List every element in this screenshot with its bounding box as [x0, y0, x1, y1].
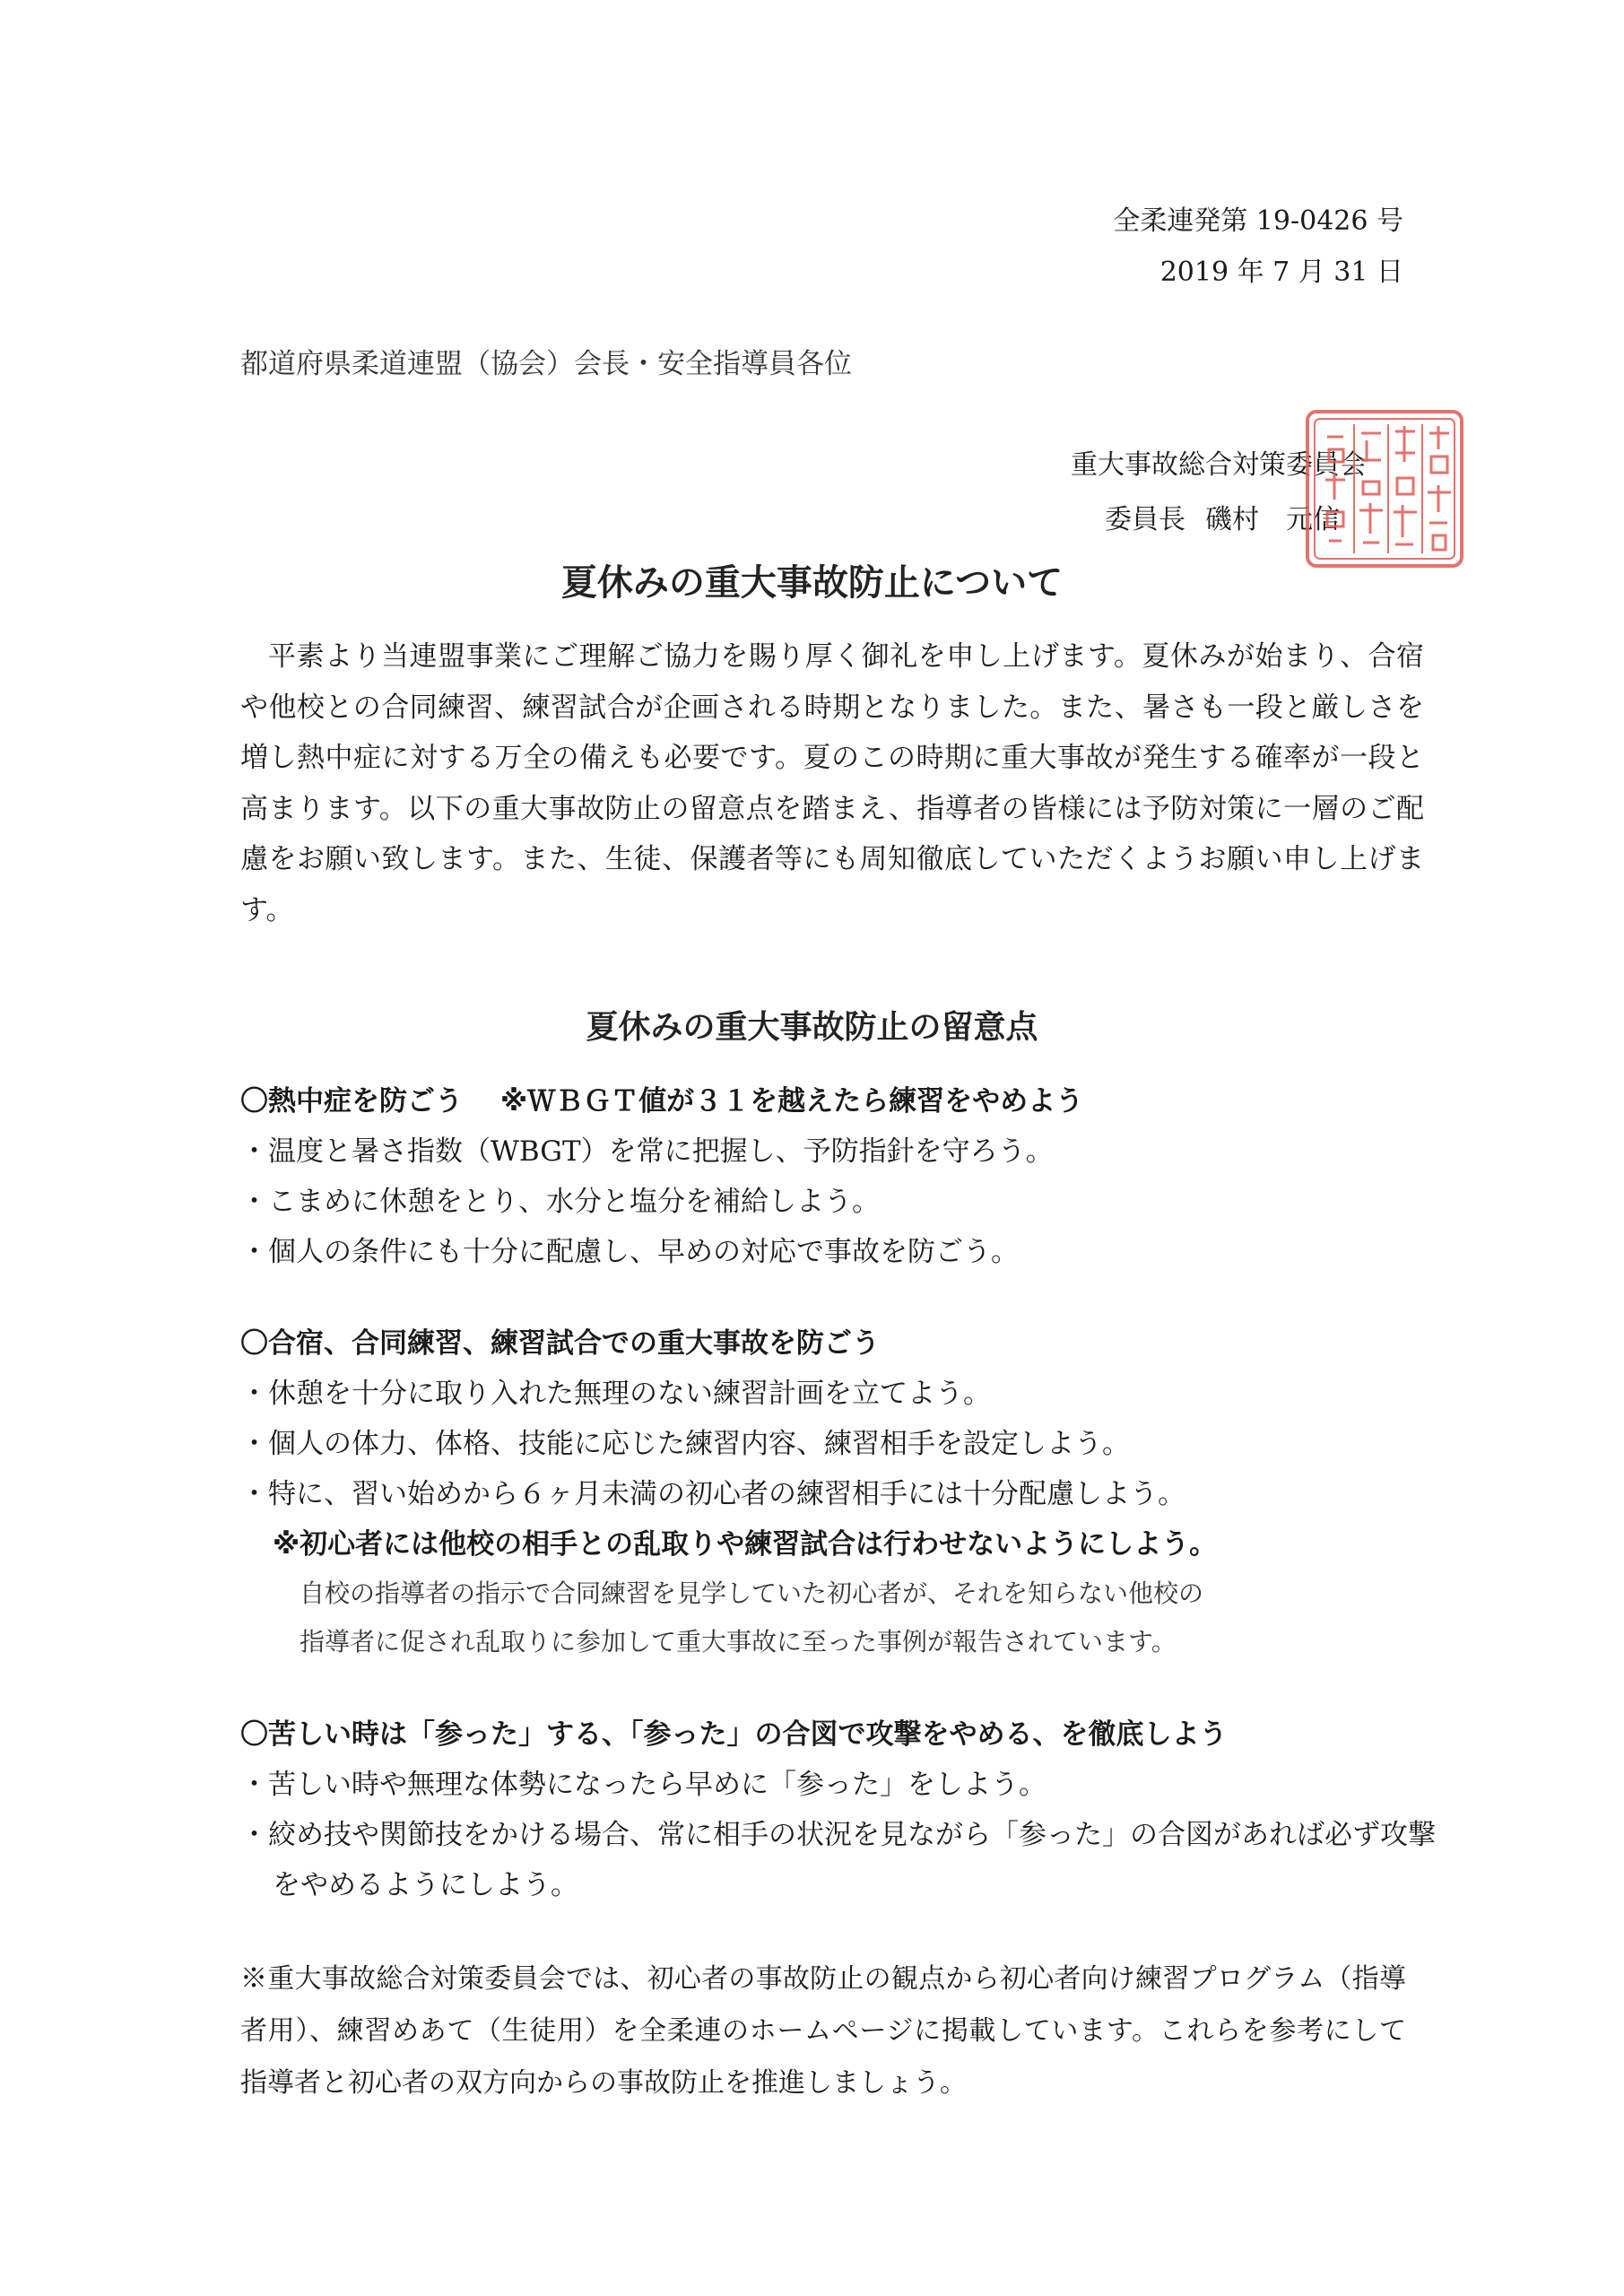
example-case-line: 自校の指導者の指示で合同練習を見学していた初心者が、それを知らない他校の	[300, 1578, 1204, 1608]
sender-title: 委員長	[1105, 504, 1185, 535]
doc-date: 2019 年 7 月 31 日	[1159, 257, 1403, 288]
list-item: ・個人の条件にも十分に配慮し、早めの対応で事故を防ごう。	[240, 1236, 1019, 1268]
list-item: ・こまめに休憩をとり、水分と塩分を補給しよう。	[240, 1186, 880, 1218]
document-title: 夏休みの重大事故防止について	[560, 562, 1064, 604]
intro-paragraph: 平素より当連盟事業にご理解ご協力を賜り厚く御礼を申し上げます。夏休みが始まり、合宿や他校との合同練習、練習試合が企画される時期となりました。また、暑さも一段と厳しさを増し熱中症に対する万全の備えも必要です。夏のこの時期に重大事故が発生する確率が一段と高まります。以下の重大事故防止の留意点を踏まえ、指導者の皆様には予防対策に一層のご配慮をお願い致します。また、生徒、保護者等にも周知徹底していただくようお願い申し上げます。	[240, 640, 1424, 926]
doc-number: 全柔連発第 19-0426 号	[1113, 205, 1403, 237]
example-case-line: 指導者に促され乱取りに参加して重大事故に至った事例が報告されています。	[300, 1627, 1177, 1657]
section-heading-text: 〇熱中症を防ごう	[240, 1085, 463, 1118]
document-reference	[1113, 196, 1403, 298]
wbgt-note: ※ＷＢＧＴ値が３１を越えたら練習をやめよう	[500, 1085, 1084, 1118]
official-seal-stamp	[1302, 406, 1467, 571]
list-item: ・絞め技や関節技をかける場合、常に相手の状況を見ながら「参った」の合図があれば必ず攻撃をやめるようにしよう。	[240, 1819, 1436, 1901]
points-title: 夏休みの重大事故防止の留意点	[586, 1009, 1038, 1046]
sender-committee: 重大事故総合対策委員会	[1071, 449, 1367, 481]
section-maitta	[240, 1709, 1442, 1910]
section-heading: 〇合宿、合同練習、練習試合での重大事故を防ごう	[240, 1327, 880, 1360]
section-heading	[240, 1076, 1442, 1126]
footer-note: ※重大事故総合対策委員会では、初心者の事故防止の観点から初心者向け練習プログラム（指導者用）、練習めあて（生徒用）を全柔連のホームページに掲載しています。これらを参考にして指導者と初心者の双方向からの事故防止を推進しましょう。	[240, 1963, 1406, 2099]
list-item: ・特に、習い始めから６ヶ月未満の初心者の練習相手には十分配慮しよう。	[240, 1478, 1185, 1510]
list-item: ・休憩を十分に取り入れた無理のない練習計画を立てよう。	[240, 1378, 991, 1410]
addressee: 都道府県柔道連盟（協会）会長・安全指導員各位	[240, 348, 852, 380]
section-joint-practice	[240, 1318, 1442, 1666]
beginner-warning: ※初心者には他校の相手との乱取りや練習試合は行わせないようにしよう。	[273, 1528, 1218, 1561]
list-item: ・苦しい時や無理な体勢になったら早めに「参った」をしよう。	[240, 1769, 1046, 1801]
list-item: ・個人の体力、体格、技能に応じた練習内容、練習相手を設定しよう。	[240, 1428, 1130, 1460]
sender-name: 磯村 元信	[1205, 504, 1340, 535]
section-heading: 〇苦しい時は「参った」する、「参った」の合図で攻撃をやめる、を徹底しよう	[240, 1718, 1228, 1751]
list-item: ・温度と暑さ指数（WBGT）を常に把握し、予防指針を守ろう。	[240, 1135, 1054, 1168]
section-heatstroke	[240, 1076, 1442, 1277]
